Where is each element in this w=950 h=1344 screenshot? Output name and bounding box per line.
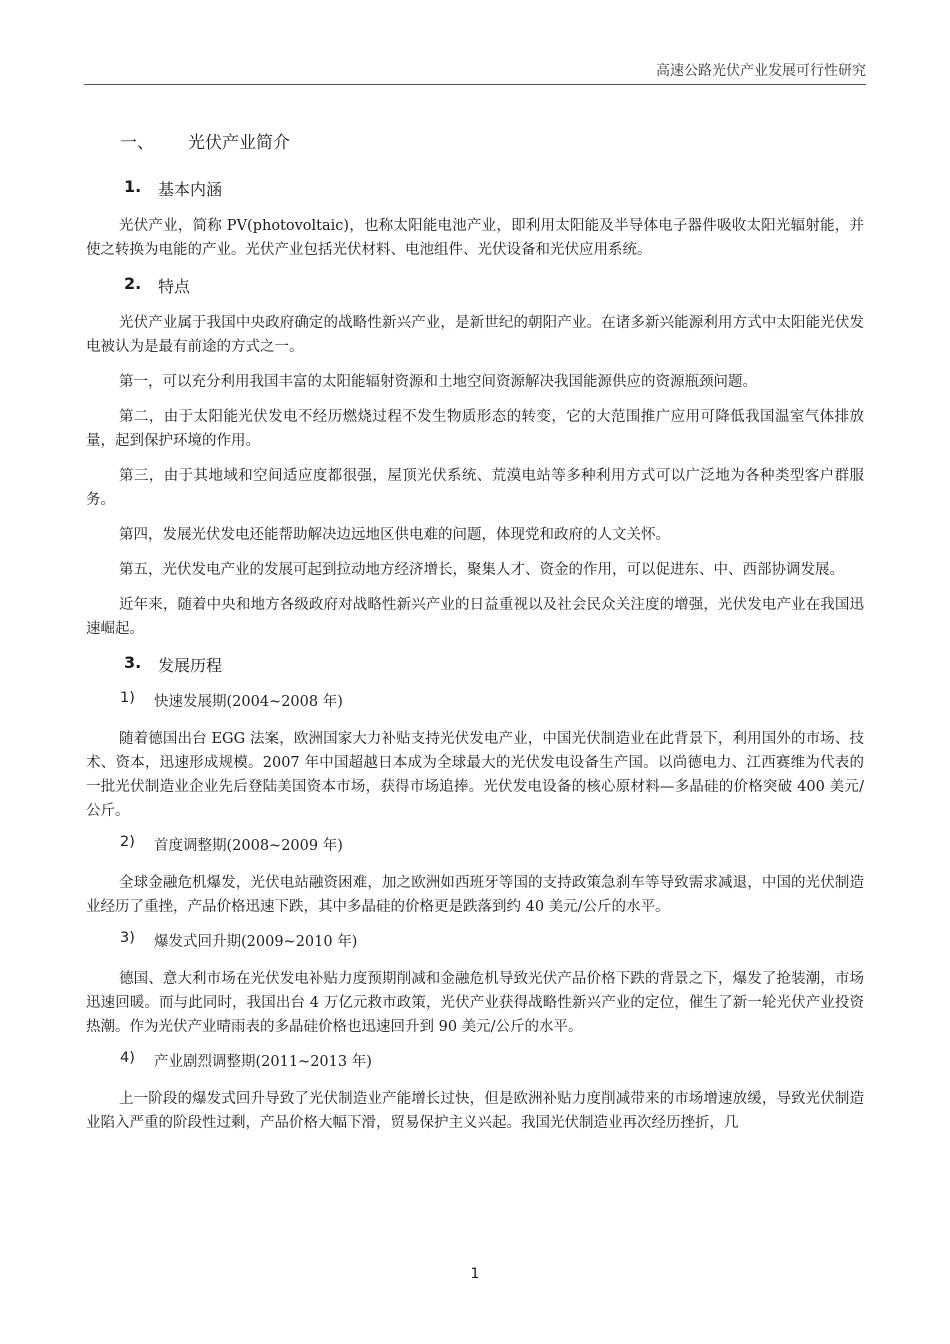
phase-heading	[120, 930, 864, 951]
phase-title: 产业剧烈调整期(2011~2013 年)	[154, 1054, 372, 1070]
paragraph: 德国、意大利市场在光伏发电补贴力度预期削减和金融危机导致光伏产品价格下跌的背景之下，爆发了抢装潮，市场迅速回暖。而与此同时，我国出台 4 万亿元救市政策，光伏产业获得战略性新兴产业的定位，催生了新一轮光伏产业投资热潮。作为光伏产业晴雨表的多晶硅价格也迅速回升到 90 美元/公斤的水平。	[86, 971, 864, 1035]
section-heading-1	[120, 128, 864, 153]
phase-heading	[120, 690, 864, 711]
phase-number: 4)	[120, 1050, 135, 1066]
subsection-title: 发展历程	[158, 656, 223, 675]
phase-title: 爆发式回升期(2009~2010 年)	[154, 934, 358, 950]
paragraph: 随着德国出台 EGG 法案，欧洲国家大力补贴支持光伏发电产业，中国光伏制造业在此背景下，利用国外的市场、技术、资本，迅速形成规模。2007 年中国超越日本成为全球最大的光伏发电设备生产国。以尚德电力、江西赛维为代表的一批光伏制造业企业先后登陆美国资本市场，获得市场追捧。光伏发电设备的核心原材料—多晶硅的价格突破 400 美元/公斤。	[86, 731, 864, 819]
subsection-heading-features	[124, 274, 864, 297]
paragraph: 第三，由于其地域和空间适应度都很强，屋顶光伏系统、荒漠电站等多种利用方式可以广泛地为各种类型客户群服务。	[86, 468, 864, 508]
subsection-heading-history	[124, 653, 864, 676]
phase-heading	[120, 834, 864, 855]
header-divider	[84, 84, 866, 85]
running-header: 高速公路光伏产业发展可行性研究	[656, 63, 866, 79]
subsection-number: 1.	[124, 177, 142, 196]
section-title: 光伏产业简介	[188, 133, 290, 153]
paragraph: 第五，光伏发电产业的发展可起到拉动地方经济增长，聚集人才、资金的作用，可以促进东、中、西部协调发展。	[119, 562, 844, 578]
paragraph: 第四，发展光伏发电还能帮助解决边远地区供电难的问题，体现党和政府的人文关怀。	[119, 527, 670, 543]
paragraph: 近年来，随着中央和地方各级政府对战略性新兴产业的日益重视以及社会民众关注度的增强，光伏发电产业在我国迅速崛起。	[86, 597, 864, 637]
phase-title: 快速发展期(2004~2008 年)	[154, 694, 343, 710]
phase-number: 2)	[120, 834, 135, 850]
subsection-number: 2.	[124, 274, 142, 293]
subsection-title: 特点	[158, 277, 191, 296]
phase-heading	[120, 1050, 864, 1071]
paragraph: 第一，可以充分利用我国丰富的太阳能辐射资源和土地空间资源解决我国能源供应的资源瓶颈问题。	[119, 374, 757, 390]
phase-number: 1)	[120, 690, 135, 706]
paragraph: 光伏产业，简称 PV(photovoltaic)，也称太阳能电池产业，即利用太阳能及半导体电子器件吸收太阳光辐射能，并使之转换为电能的产业。光伏产业包括光伏材料、电池组件、光伏设备和光伏应用系统。	[86, 218, 864, 258]
phase-number: 3)	[120, 930, 135, 946]
page-number: 1	[470, 1266, 480, 1282]
page-content	[86, 120, 864, 1146]
paragraph: 光伏产业属于我国中央政府确定的战略性新兴产业，是新世纪的朝阳产业。在诸多新兴能源利用方式中太阳能光伏发电被认为是最有前途的方式之一。	[86, 315, 864, 355]
paragraph: 第二，由于太阳能光伏发电不经历燃烧过程不发生物质形态的转变，它的大范围推广应用可降低我国温室气体排放量，起到保护环境的作用。	[86, 409, 864, 449]
subsection-number: 3.	[124, 653, 142, 672]
subsection-title: 基本内涵	[158, 180, 223, 199]
paragraph: 全球金融危机爆发，光伏电站融资困难，加之欧洲如西班牙等国的支持政策急刹车等导致需求减退，中国的光伏制造业经历了重挫，产品价格迅速下跌，其中多晶硅的价格更是跌落到约 40 美元/公斤的水平。	[86, 875, 864, 915]
paragraph: 上一阶段的爆发式回升导致了光伏制造业产能增长过快，但是欧洲补贴力度削减带来的市场增速放缓，导致光伏制造业陷入严重的阶段性过剩，产品价格大幅下滑，贸易保护主义兴起。我国光伏制造业再次经历挫折，几	[86, 1091, 864, 1131]
phase-title: 首度调整期(2008~2009 年)	[154, 838, 343, 854]
subsection-heading-basic	[124, 177, 864, 200]
section-number: 一、	[120, 133, 154, 153]
